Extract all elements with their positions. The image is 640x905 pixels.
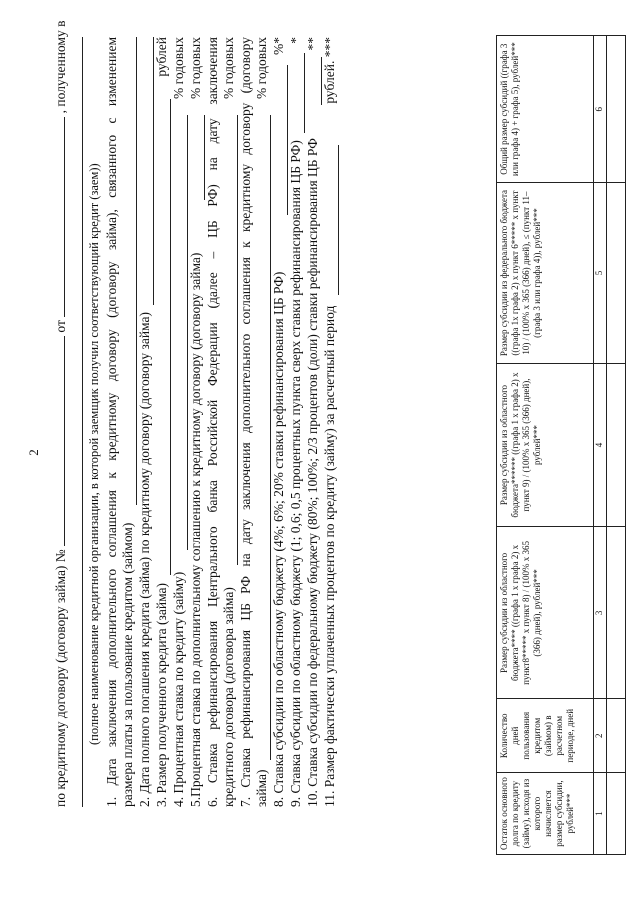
header-cell: Размер субсидии из областного бюджета**** ((графа 1 x графа 2) x пункт8***** x пункт 8) / (100% x 365 (366) дней), рублей*** — [497, 527, 594, 699]
item-8: 8. Ставка субсидии по областному бюджету (4%; 6%; 20% ставки рефинансирования ЦБ РФ) — [271, 271, 286, 807]
item-2: 2. Дата полного погашения кредита (займа) по кредитному договору (договору займа) — [137, 312, 152, 807]
contract-number-blank — [52, 336, 65, 546]
header-cell: Количество дней пользования кредитом (займом) в расчетном периоде, дней — [497, 699, 594, 773]
item-11: 11. Размер фактически уплаченных процентов по кредиту (займу) за расчетный период — [322, 305, 337, 807]
contract-label: по кредитному договору (договору займа) № — [53, 549, 68, 807]
header-cell: Размер субсидии из областного бюджета****** ((графа 1 x графа 2) x пункт 9) / (100% x 365 (366) дней), рублей*** — [497, 363, 594, 527]
item-7-blank — [258, 115, 271, 760]
item-5-unit: % годовых — [188, 37, 203, 99]
column-number: 4 — [594, 363, 607, 527]
item-7-line-a: 7. Ставка рефинансирования ЦБ РФ на дату заключения дополнительного соглашения к кредитному договору (договору — [238, 37, 253, 807]
column-number: 2 — [594, 699, 607, 773]
item-5: 5.Процентная ставка по дополнительному соглашению к кредитному договору (договору займа) — [188, 252, 203, 807]
item-4: 4. Процентная ставка по кредиту (займу) — [171, 571, 186, 807]
header-cell: Остаток основного долга по кредиту (займу), исходя из которого начисляется размер субсидии, рублей*** — [497, 773, 594, 855]
item-1-blank — [124, 37, 137, 505]
table-header-row — [497, 36, 594, 855]
item-3: 3. Размер полученного кредита (займа) — [154, 582, 169, 807]
item-7-unit: % годовых — [254, 37, 269, 99]
column-number: 1 — [594, 773, 607, 855]
subsidy-table — [496, 35, 626, 855]
contract-date-blank — [52, 117, 65, 317]
table-column-numbers-row — [594, 36, 607, 855]
item-9: 9. Ставка субсидии по областному бюджету (1; 0,6; 0,5 процентных пункта сверх ставки рефинансирования ЦБ РФ) — [288, 140, 303, 807]
column-number: 6 — [594, 36, 607, 183]
item-1-line-a: 1. Дата заключения дополнительного соглашения к кредитному договору (договору займа), связанного с изменением — [104, 37, 119, 807]
item-9-blank — [292, 53, 305, 133]
bank-name-blank — [70, 37, 83, 807]
table-cell[interactable] — [607, 36, 626, 183]
item-9-unit: * — [288, 37, 303, 44]
item-6-blank — [225, 115, 238, 565]
contract-received-label: , полученному в — [53, 20, 68, 114]
item-8-blank — [275, 65, 288, 215]
header-cell: Общий размер субсидий ((графа 3 или графа 4) + графа 5), рублей*** — [497, 36, 594, 183]
item-10: 10. Ставка субсидии по федеральному бюджету (80%; 100%; 2/3 процентов (доли) ставки рефинансирования ЦБ РФ — [305, 138, 320, 807]
contract-line — [52, 20, 69, 807]
item-10-unit: ** — [305, 37, 320, 51]
table-cell[interactable] — [607, 773, 626, 855]
item-6-line-b: кредитного договора (договора займа) — [221, 587, 236, 807]
item-7-line-b: займа) — [254, 769, 269, 807]
contract-from-label: от — [53, 320, 68, 333]
item-10-blank — [309, 57, 322, 105]
item-2-blank — [141, 37, 154, 305]
table-cell[interactable] — [607, 183, 626, 363]
item-8-unit: %* — [271, 37, 286, 55]
header-cell: Размер субсидии из федерального бюджета ((графа 1x графа 2) x пункт 6***** x пункт 10) / (100% x 365 (366) дней), ≤ (пункт 11– (графа 3 или графа 4)), рублей*** — [497, 183, 594, 363]
item-6-unit: % годовых — [221, 37, 236, 99]
item-5-blank — [192, 115, 205, 200]
column-number: 5 — [594, 183, 607, 363]
table-row — [607, 36, 626, 855]
item-4-blank — [175, 115, 188, 550]
item-11-unit: рублей. *** — [322, 37, 337, 104]
table-cell[interactable] — [607, 363, 626, 527]
item-11-blank — [326, 145, 339, 295]
table-cell[interactable] — [607, 527, 626, 699]
item-3-unit: рублей — [154, 37, 169, 77]
column-number: 3 — [594, 527, 607, 699]
page-number: 2 — [26, 449, 41, 456]
item-3-blank — [158, 99, 171, 575]
table-cell[interactable] — [607, 699, 626, 773]
bank-note: (полное наименование кредитной организации, в которой заемщик получил соответствующий кредит (заем)) — [87, 163, 101, 745]
item-1-line-b: размера платы за пользование кредитом (займом) — [120, 522, 135, 807]
item-4-unit: % годовых — [171, 37, 186, 99]
item-6-line-a: 6. Ставка рефинансирования Центрального банка Российской Федерации (далее – ЦБ РФ) на дату заключения — [205, 37, 220, 807]
